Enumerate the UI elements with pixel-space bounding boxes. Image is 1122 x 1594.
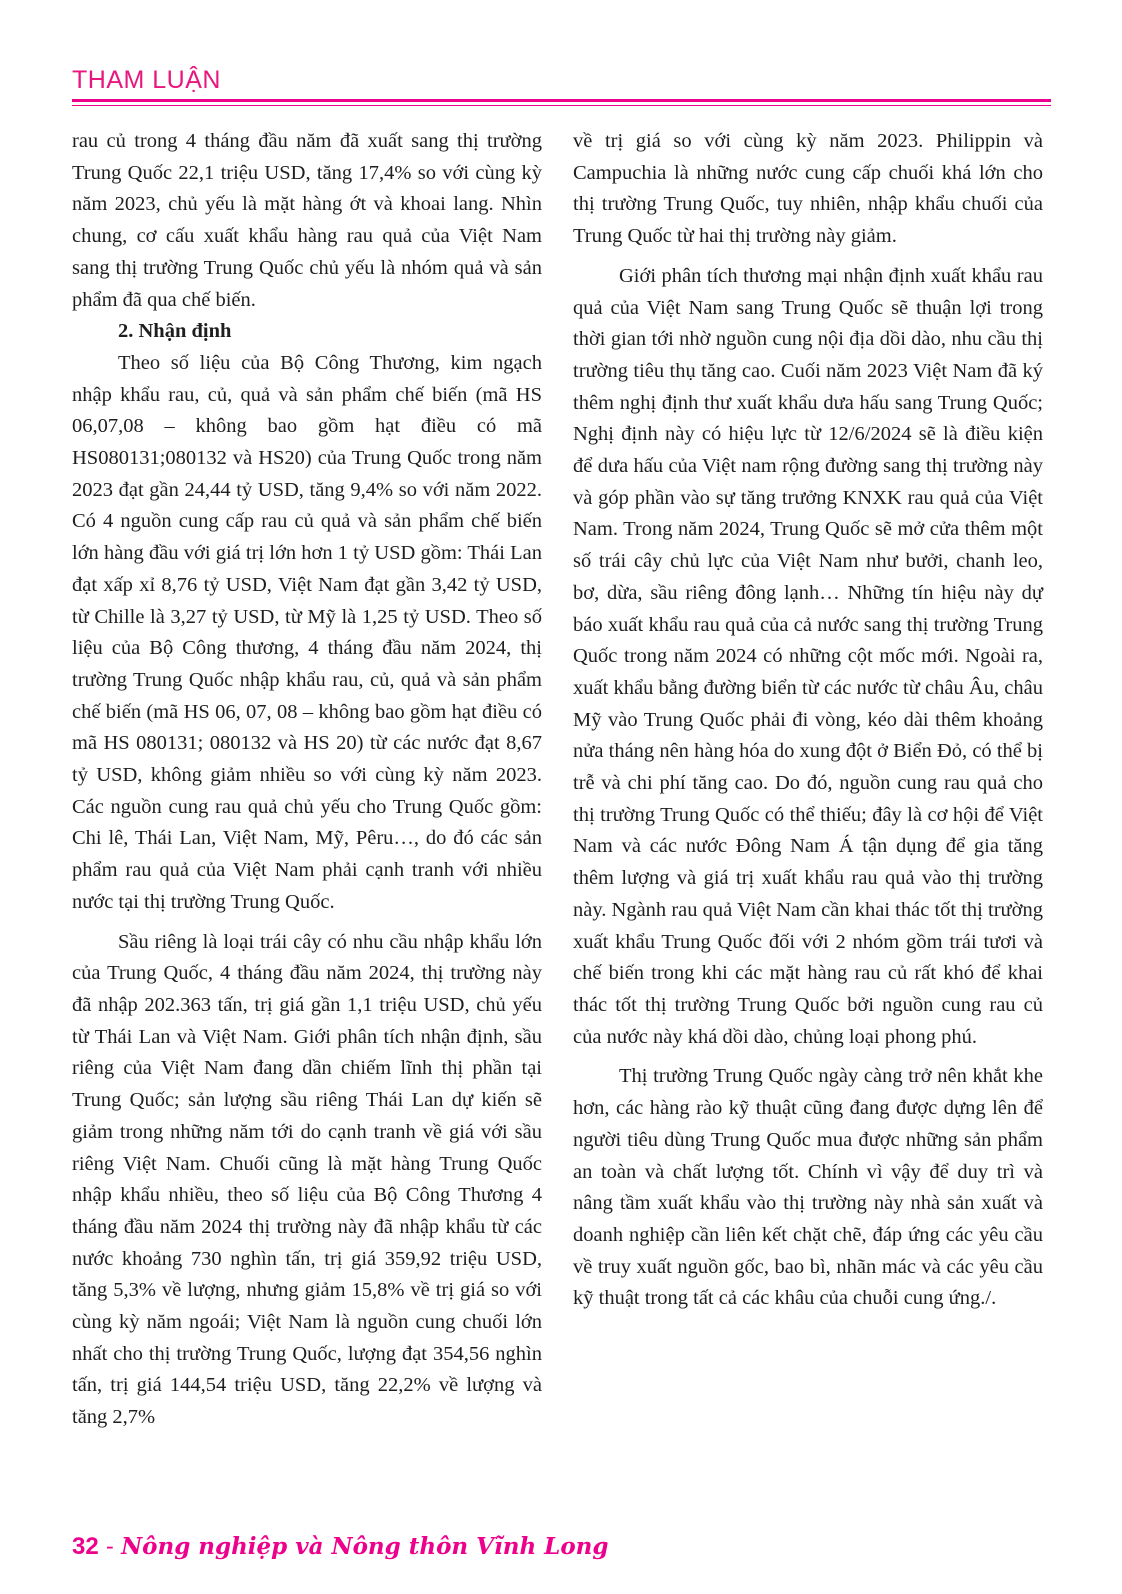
paragraph: Sầu riêng là loại trái cây có nhu cầu nhập khẩu lớn của Trung Quốc, 4 tháng đầu năm 2024, thị trường này đã nhập 202.363 tấn, trị giá gần 1,1 triệu USD, chủ yếu từ Thái Lan và Việt Nam. Giới phân tích nhận định, sầu riêng của Việt Nam đang dần chiếm lĩnh thị phần tại Trung Quốc; sản lượng sầu riêng Thái Lan dự kiến sẽ giảm trong những năm tới do cạnh tranh về giá với sầu riêng Việt Nam. Chuối cũng là mặt hàng Trung Quốc nhập khẩu nhiều, theo số liệu của Bộ Công Thương 4 tháng đầu năm 2024 thị trường này đã nhập khẩu từ các nước khoảng 730 nghìn tấn, trị giá 359,92 triệu USD, tăng 5,3% về lượng, nhưng giảm 15,8% về trị giá so với cùng kỳ năm ngoái; Việt Nam là nguồn cung chuối lớn nhất cho thị trường Trung Quốc, lượng đạt 354,56 nghìn tấn, trị giá 144,54 triệu USD, tăng 22,2% về lượng và tăng 2,7% bbox=[72, 930, 542, 1429]
publication-name: Nông nghiệp và Nông thôn Vĩnh Long bbox=[121, 1533, 609, 1560]
section-title: THAM LUẬN bbox=[72, 66, 221, 94]
right-column bbox=[573, 126, 1043, 1315]
section-heading: 2. Nhận định bbox=[118, 320, 232, 343]
paragraph: rau củ trong 4 tháng đầu năm đã xuất sang thị trường Trung Quốc 22,1 triệu USD, tăng 17,4% so với cùng kỳ năm 2023, chủ yếu là mặt hàng ớt và khoai lang. Nhìn chung, cơ cấu xuất khẩu hàng rau quả của Việt Nam sang thị trường Trung Quốc chủ yếu là nhóm quả và sản phẩm đã qua chế biến. bbox=[72, 130, 542, 311]
paragraph: về trị giá so với cùng kỳ năm 2023. Philippin và Campuchia là những nước cung cấp chuối khá lớn cho thị trường Trung Quốc, tuy nhiên, nhập khẩu chuối của Trung Quốc từ hai thị trường này giảm. bbox=[573, 130, 1043, 248]
page-number: 32 bbox=[72, 1533, 99, 1560]
header-rule-thin bbox=[72, 105, 1051, 106]
header-rule-thick bbox=[72, 99, 1051, 102]
left-column bbox=[72, 126, 542, 1434]
paragraph: Thị trường Trung Quốc ngày càng trở nên khắt khe hơn, các hàng rào kỹ thuật cũng đang được dựng lên để người tiêu dùng Trung Quốc mua được những sản phẩm an toàn và chất lượng tốt. Chính vì vậy để duy trì và nâng tầm xuất khẩu vào thị trường này nhà sản xuất và doanh nghiệp cần liên kết chặt chẽ, đáp ứng các yêu cầu về truy xuất nguồn gốc, bao bì, nhãn mác và các yêu cầu kỹ thuật trong tất cả các khâu của chuỗi cung ứng./. bbox=[573, 1065, 1043, 1310]
paragraph: Theo số liệu của Bộ Công Thương, kim ngạch nhập khẩu rau, củ, quả và sản phẩm chế biến (mã HS 06,07,08 – không bao gồm hạt điều có mã HS080131;080132 và HS20) của Trung Quốc trong năm 2023 đạt gần 24,44 tỷ USD, tăng 9,4% so với năm 2022. Có 4 nguồn cung cấp rau củ quả và sản phẩm chế biến lớn hàng đầu với giá trị lớn hơn 1 tỷ USD gồm: Thái Lan đạt xấp xỉ 8,76 tỷ USD, Việt Nam đạt gần 3,42 tỷ USD, từ Chille là 3,27 tỷ USD, từ Mỹ là 1,25 tỷ USD. Theo số liệu của Bộ Công thương, 4 tháng đầu năm 2024, thị trường Trung Quốc nhập khẩu rau, củ, quả và sản phẩm chế biến (mã HS 06, 07, 08 – không bao gồm hạt điều có mã HS 080131; 080132 và HS 20) từ các nước đạt 8,67 tỷ USD, không giảm nhiều so với cùng kỳ năm 2023. Các nguồn cung rau quả chủ yếu cho Trung Quốc gồm: Chi lê, Thái Lan, Việt Nam, Mỹ, Pêru…, do đó các sản phẩm rau quả của Việt Nam phải cạnh tranh với nhiều nước tại thị trường Trung Quốc. bbox=[72, 351, 542, 913]
page-footer bbox=[72, 1533, 609, 1561]
footer-separator: - bbox=[98, 1534, 122, 1560]
paragraph: Giới phân tích thương mại nhận định xuất khẩu rau quả của Việt Nam sang Trung Quốc sẽ thuận lợi trong thời gian tới nhờ nguồn cung nội địa dồi dào, nhu cầu thị trường tiêu thụ tăng cao. Cuối năm 2023 Việt Nam đã ký thêm nghị định thư xuất khẩu dưa hấu sang Trung Quốc; Nghị định này có hiệu lực từ 12/6/2024 sẽ là điều kiện để dưa hấu của Việt nam rộng đường sang thị trường này và góp phần vào sự tăng trưởng KNXK rau quả của Việt Nam. Trong năm 2024, Trung Quốc sẽ mở cửa thêm một số trái cây chủ lực của Việt Nam như bưởi, chanh leo, bơ, dừa, sầu riêng đông lạnh… Những tín hiệu này dự báo xuất khẩu rau quả của cả nước sang thị trường Trung Quốc trong năm 2024 có những cột mốc mới. Ngoài ra, xuất khẩu bằng đường biển từ các nước từ châu Âu, châu Mỹ vào Trung Quốc phải đi vòng, kéo dài thêm khoảng nửa tháng nên hàng hóa do xung đột ở Biển Đỏ, có thể bị trễ và chi phí tăng cao. Do đó, nguồn cung rau quả cho thị trường Trung Quốc có thể thiếu; đây là cơ hội để Việt Nam và các nước Đông Nam Á tận dụng để gia tăng thêm lượng và giá trị xuất khẩu rau quả vào thị trường này. Ngành rau quả Việt Nam cần khai thác tốt thị trường xuất khẩu Trung Quốc đối với 2 nhóm gồm trái tươi và chế biến trong khi các mặt hàng rau củ rất khó để khai thác tốt thị trường Trung Quốc bởi nguồn cung rau củ của nước này khá dồi dào, chủng loại phong phú. bbox=[573, 264, 1043, 1048]
